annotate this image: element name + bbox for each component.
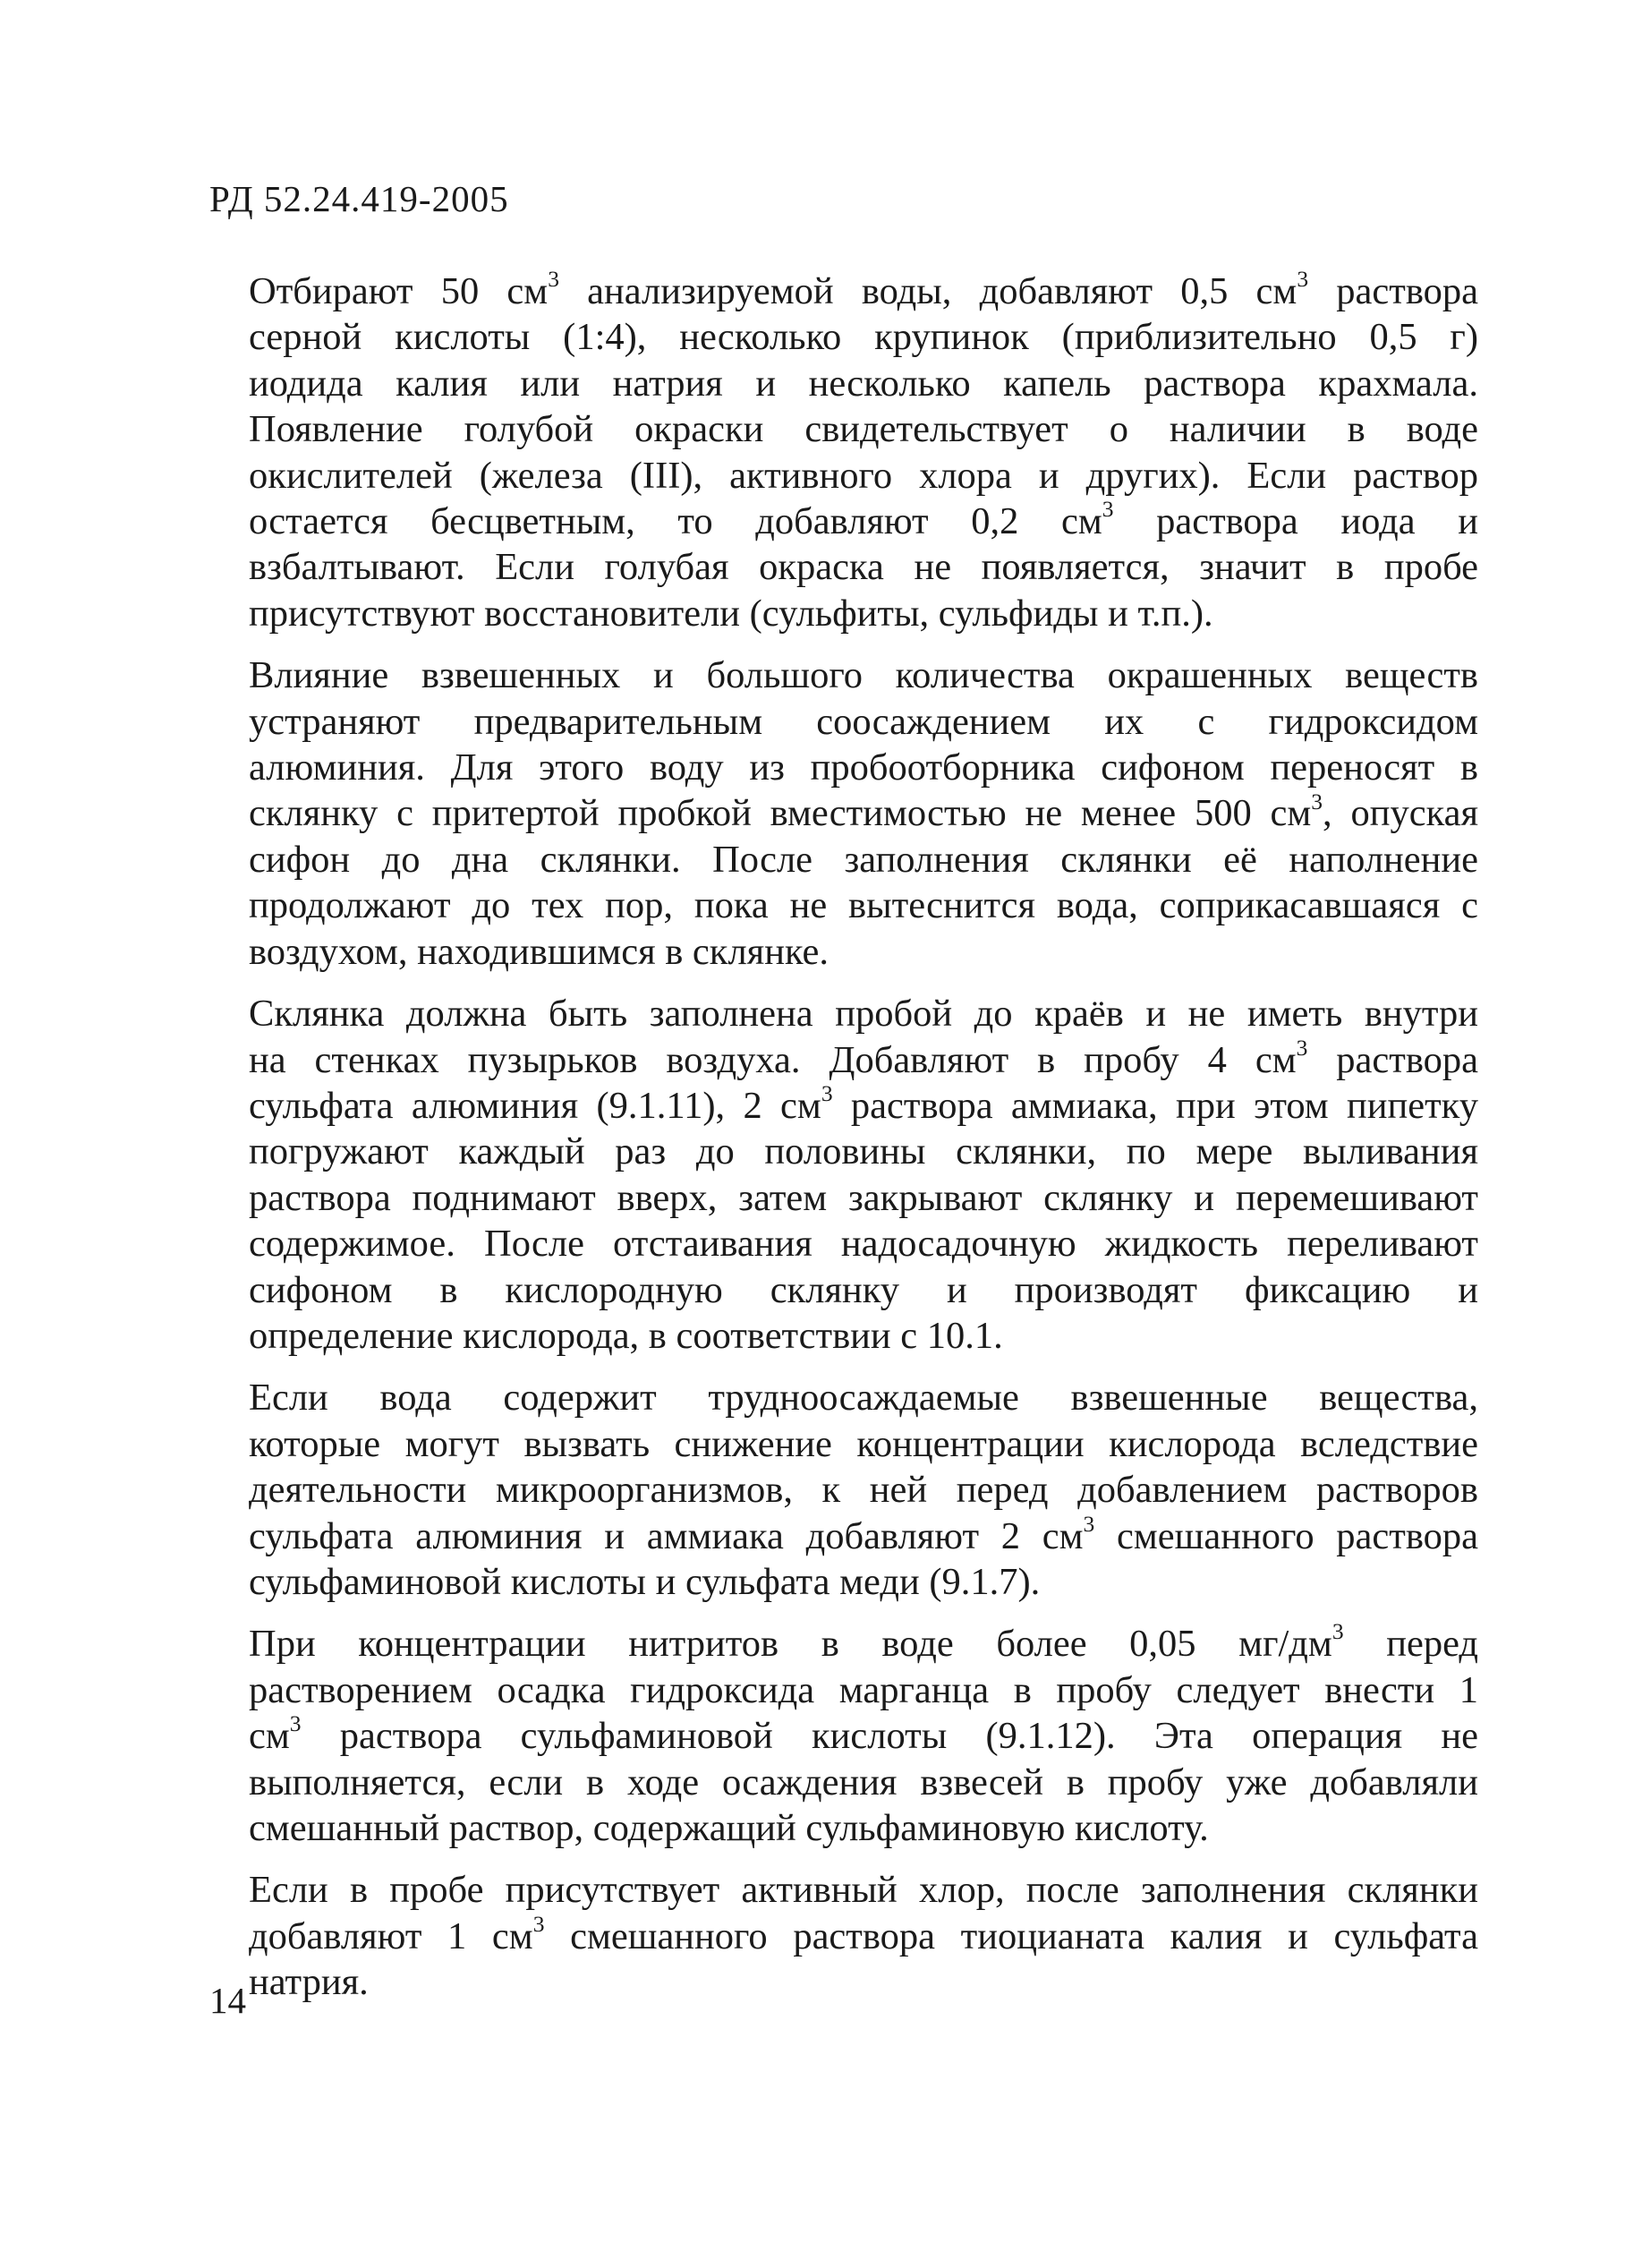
superscript: 3 <box>1297 266 1309 293</box>
text-line <box>209 790 1478 836</box>
text-line <box>209 991 1478 1036</box>
text-segment: выполняется, если в ходе осаждения взвесей в пробу уже добавляли <box>249 1761 1478 1803</box>
text-line <box>209 266 1478 314</box>
text-line <box>209 1710 1478 1759</box>
text-line <box>209 837 1478 882</box>
text-segment: серной кислоты (1:4), несколько крупинок (приблизительно 0,5 г) <box>249 316 1478 359</box>
paragraph <box>209 1618 1478 1851</box>
superscript: 3 <box>1296 1034 1308 1061</box>
text-segment: Появление голубой окраски свидетельствует о наличии в воде <box>249 408 1478 451</box>
text-segment: , опуская <box>1323 792 1479 835</box>
text-segment: растворением осадка гидроксида марганца в пробу следует внести 1 <box>249 1668 1478 1711</box>
text-segment: перед <box>1343 1623 1478 1666</box>
superscript: 3 <box>1102 496 1114 523</box>
text-line <box>209 1510 1478 1559</box>
text-line <box>209 745 1478 790</box>
text-segment: раствора сульфаминовой кислоты (9.1.12). Эта операция не <box>301 1715 1478 1758</box>
text-line <box>209 544 1478 590</box>
text-line <box>209 1421 1478 1467</box>
superscript: 3 <box>532 1910 545 1937</box>
text-segment: Склянка должна быть заполнена пробой до краёв и не иметь внутри <box>249 993 1478 1036</box>
text-segment: воздухом, находившимся в склянке. <box>249 930 830 973</box>
text-line <box>209 882 1478 928</box>
text-segment: содержимое. После отстаивания надосадочную жидкость переливают <box>249 1223 1478 1266</box>
text-segment: сульфаминовой кислоты и сульфата меди (9.1.7). <box>249 1560 1041 1603</box>
text-segment: смешанного раствора <box>1094 1514 1478 1557</box>
text-line <box>209 1175 1478 1221</box>
text-segment: остается бесцветным, то добавляют 0,2 см <box>249 500 1102 543</box>
text-line <box>209 496 1478 544</box>
text-segment: раствора поднимают вверх, затем закрывают склянку и перемешивают <box>249 1176 1478 1219</box>
text-segment: окислителей (железа (III), активного хлора и других). Если раствор <box>249 454 1478 497</box>
text-segment: Влияние взвешенных и большого количества окрашенных веществ <box>249 654 1478 697</box>
text-line <box>209 652 1478 698</box>
text-line <box>209 1559 1478 1605</box>
text-segment: иодида калия или натрия и несколько капель раствора крахмала. <box>249 362 1478 405</box>
text-segment: смешанного раствора тиоцианата калия и сульфата <box>544 1914 1478 1957</box>
text-segment: добавляют 1 см <box>249 1914 533 1957</box>
superscript: 3 <box>548 266 559 293</box>
text-line <box>209 699 1478 745</box>
text-line <box>209 1467 1478 1513</box>
text-segment: алюминия. Для этого воду из пробоотборника сифоном переносят в <box>249 746 1478 789</box>
text-segment: определение кислорода, в соответствии с 10.1. <box>249 1314 1003 1357</box>
superscript: 3 <box>1083 1510 1095 1537</box>
text-segment: сифоном в кислородную склянку и производят фиксацию и <box>249 1268 1478 1311</box>
paragraph <box>209 1867 1478 2005</box>
document-code: РД 52.24.419-2005 <box>209 178 509 219</box>
text-line <box>209 1034 1478 1083</box>
paragraph <box>209 652 1478 975</box>
text-segment: раствора <box>1307 1038 1478 1081</box>
text-segment: раствора аммиака, при этом пипетку <box>832 1084 1478 1127</box>
text-segment: сульфата алюминия (9.1.11), 2 см <box>249 1084 821 1127</box>
text-segment: склянку с притертой пробкой вместимостью не менее 500 см <box>249 792 1312 835</box>
superscript: 3 <box>289 1710 302 1737</box>
text-segment: устраняют предварительным соосаждением их с гидроксидом <box>249 700 1478 743</box>
text-line <box>209 1959 1478 2005</box>
text-segment: анализируемой воды, добавляют 0,5 см <box>558 270 1297 312</box>
text-line <box>209 591 1478 636</box>
paragraph <box>209 266 1478 636</box>
text-line <box>209 1267 1478 1313</box>
text-line <box>209 929 1478 975</box>
text-line <box>209 1313 1478 1359</box>
text-segment: При концентрации нитритов в воде более 0,05 мг/дм <box>249 1623 1332 1666</box>
text-segment: деятельности микроорганизмов, к ней перед добавлением растворов <box>249 1469 1478 1512</box>
text-line <box>209 453 1478 499</box>
text-segment: раствора <box>1308 270 1478 312</box>
text-line <box>209 1760 1478 1805</box>
text-line <box>209 1667 1478 1713</box>
text-line <box>209 1221 1478 1266</box>
superscript: 3 <box>821 1079 833 1106</box>
text-line <box>209 1129 1478 1174</box>
text-line <box>209 1079 1478 1129</box>
paragraph <box>209 1375 1478 1605</box>
text-line <box>209 1375 1478 1420</box>
text-line <box>209 406 1478 452</box>
text-segment: присутствуют восстановители (сульфиты, сульфиды и т.п.). <box>249 592 1213 635</box>
superscript: 3 <box>1311 788 1323 814</box>
text-segment: см <box>249 1715 290 1758</box>
page-number: 14 <box>209 1980 246 2021</box>
body-text <box>209 266 1479 2006</box>
text-line <box>209 314 1478 360</box>
paragraph <box>209 991 1478 1359</box>
text-segment: раствора иода и <box>1113 500 1478 543</box>
text-segment: смешанный раствор, содержащий сульфаминовую кислоту. <box>249 1807 1209 1849</box>
text-line <box>209 1805 1478 1851</box>
text-segment: сифон до дна склянки. После заполнения склянки её наполнение <box>249 838 1478 881</box>
text-segment: Если вода содержит трудноосаждаемые взвешенные вещества, <box>249 1377 1478 1420</box>
text-segment: взбалтывают. Если голубая окраска не появляется, значит в пробе <box>249 546 1478 589</box>
text-segment: Отбирают 50 см <box>249 270 549 312</box>
text-segment: сульфата алюминия и аммиака добавляют 2 см <box>249 1514 1084 1557</box>
text-segment: Если в пробе присутствует активный хлор, после заполнения склянки <box>249 1869 1478 1912</box>
text-line <box>209 1910 1478 1959</box>
text-segment: на стенках пузырьков воздуха. Добавляют в пробу 4 см <box>249 1038 1297 1081</box>
text-segment: погружают каждый раз до половины склянки, по мере выливания <box>249 1130 1478 1173</box>
text-line <box>209 361 1478 406</box>
text-segment: продолжают до тех пор, пока не вытеснится вода, соприкасавшаяся с <box>249 884 1478 927</box>
superscript: 3 <box>1331 1618 1344 1645</box>
text-segment: которые могут вызвать снижение концентрации кислорода вследствие <box>249 1422 1478 1465</box>
text-line <box>209 1618 1478 1667</box>
text-line <box>209 1867 1478 1913</box>
text-segment: натрия. <box>249 1961 369 2004</box>
